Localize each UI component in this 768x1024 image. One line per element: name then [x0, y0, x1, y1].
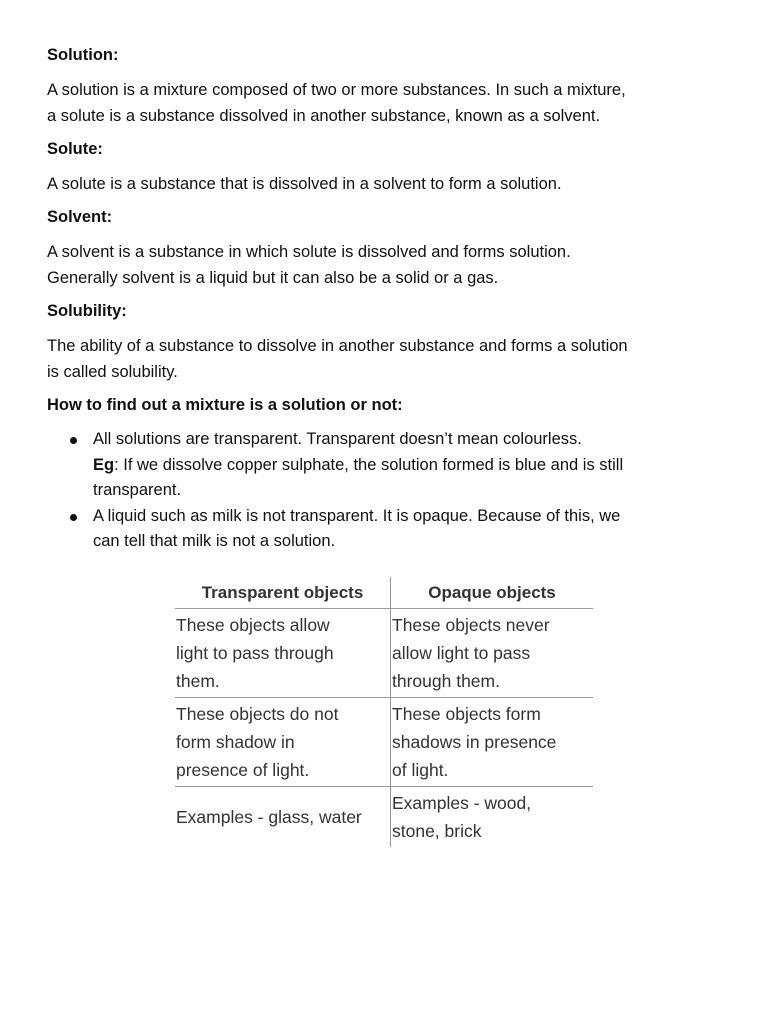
cell-line: Examples - wood,	[392, 793, 532, 813]
column-header-opaque: Opaque objects	[391, 577, 594, 609]
cell-line: stone, brick	[392, 821, 482, 841]
table-cell	[175, 787, 391, 848]
solubility-line-2: is called solubility.	[47, 363, 178, 381]
column-header-transparent: Transparent objects	[175, 577, 391, 609]
document-page	[47, 44, 727, 555]
bullet2-line-2: can tell that milk is not a solution.	[93, 532, 336, 550]
cell-line: These objects allow	[176, 615, 330, 635]
solution-line-1: A solution is a mixture composed of two or more substances. In such a mixture,	[47, 81, 626, 99]
table-cell	[175, 609, 391, 698]
bullet1-line-2	[93, 453, 727, 479]
bullet-list	[47, 427, 727, 555]
eg-text: : If we dissolve copper sulphate, the solution formed is blue and is still	[114, 455, 624, 474]
cell-line: presence of light.	[176, 760, 310, 780]
solute-paragraph	[47, 171, 727, 197]
cell-line: These objects do not	[176, 704, 339, 724]
cell-line: These objects form	[392, 704, 541, 724]
cell-line: through them.	[392, 671, 500, 691]
howto-heading: How to find out a mixture is a solution or not:	[47, 396, 403, 414]
table-cell	[391, 787, 594, 848]
solvent-heading: Solvent:	[47, 208, 113, 226]
cell-line: allow light to pass	[392, 643, 531, 663]
solution-heading: Solution:	[47, 46, 119, 64]
table-row	[175, 698, 593, 787]
cell-line: of light.	[392, 760, 449, 780]
bullet2-line-1: A liquid such as milk is not transparent. It is opaque. Because of this, we	[93, 506, 621, 525]
list-item	[47, 427, 727, 504]
table-header-row	[175, 577, 593, 609]
solution-paragraph	[47, 77, 727, 129]
cell-line: them.	[176, 671, 220, 691]
bullet-dot-icon	[70, 437, 77, 444]
table-cell	[391, 609, 594, 698]
solution-line-2: a solute is a substance dissolved in another substance, known as a solvent.	[47, 107, 601, 125]
solvent-paragraph	[47, 239, 727, 291]
table-cell	[175, 698, 391, 787]
cell-line: shadows in presence	[392, 732, 557, 752]
eg-label: Eg	[93, 455, 115, 474]
solute-heading: Solute:	[47, 140, 103, 158]
bullet-dot-icon	[70, 514, 77, 521]
bullet1-line-3: transparent.	[93, 481, 182, 499]
cell-line: form shadow in	[176, 732, 295, 752]
solvent-line-1: A solvent is a substance in which solute is dissolved and forms solution.	[47, 243, 571, 261]
solubility-paragraph	[47, 333, 727, 385]
cell-line: These objects never	[392, 615, 550, 635]
bullet1-line-1: All solutions are transparent. Transparent doesn’t mean colourless.	[93, 430, 582, 448]
table-cell	[391, 698, 594, 787]
table-row	[175, 787, 593, 848]
list-item	[47, 504, 727, 555]
comparison-table	[175, 577, 593, 843]
table-row	[175, 609, 593, 698]
cell-line: light to pass through	[176, 643, 334, 663]
solvent-line-2: Generally solvent is a liquid but it can also be a solid or a gas.	[47, 269, 499, 287]
solubility-heading: Solubility:	[47, 302, 127, 320]
solubility-line-1: The ability of a substance to dissolve in another substance and forms a solution	[47, 337, 628, 355]
cell-line: Examples - glass, water	[176, 807, 362, 827]
solute-line-1: A solute is a substance that is dissolved in a solvent to form a solution.	[47, 175, 562, 193]
